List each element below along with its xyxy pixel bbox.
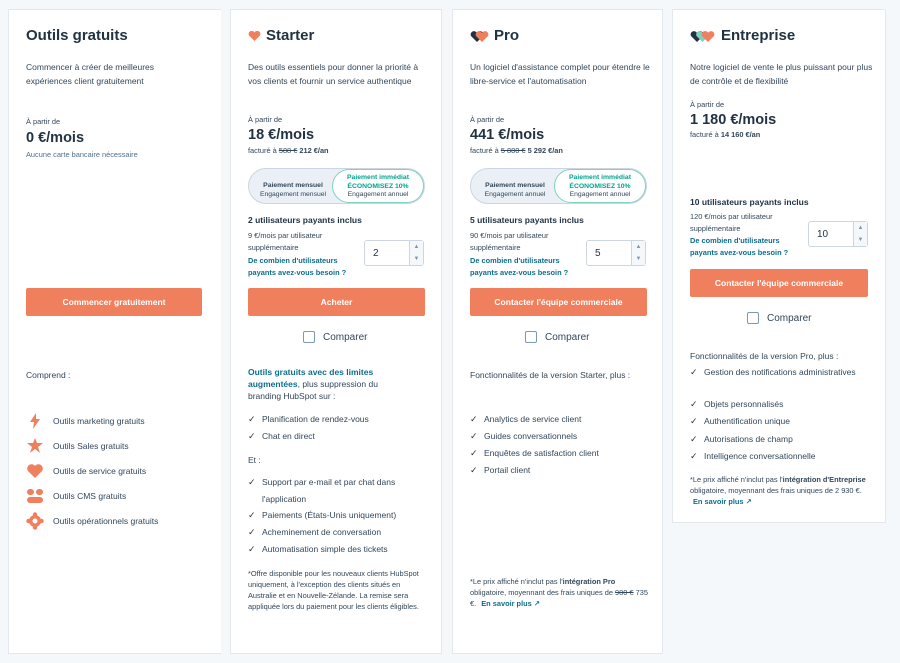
feature-label: Enquêtes de satisfaction client (484, 448, 599, 458)
quantity-stepper[interactable] (808, 221, 868, 247)
features-intro: Fonctionnalités de la version Pro, plus : (690, 351, 839, 361)
cms-hub-icon (26, 487, 44, 505)
check-icon: ✓ (248, 527, 256, 537)
buy-button[interactable]: Acheter (248, 288, 425, 316)
plan-title: Pro (494, 27, 520, 44)
feature-label: Gestion des notifications administratives (704, 367, 856, 377)
stepper-value: 5 (595, 248, 601, 259)
users-included: 5 utilisateurs payants inclus (470, 215, 584, 225)
pro-hearts-icon (470, 30, 490, 43)
plan-card-free (8, 9, 221, 654)
list-item (690, 364, 870, 381)
list-item (690, 448, 816, 465)
extra-user-price: 90 €/mois par utilisateur supplémentaire (470, 231, 549, 252)
users-help-link[interactable]: De combien d'utilisateurs payants avez-vous besoin ? (690, 236, 789, 257)
stepper-arrows[interactable] (631, 241, 645, 265)
billed-prefix: facturé à (248, 146, 277, 155)
list-item (248, 541, 388, 558)
marketing-hub-icon (26, 412, 44, 430)
plan-price: 18 €/mois (248, 127, 315, 143)
check-icon: ✓ (248, 477, 256, 487)
list-item (248, 474, 423, 508)
monthly-sub: Engagement annuel (484, 191, 546, 198)
list-item (470, 445, 599, 462)
plan-card-starter (230, 9, 442, 654)
enterprise-hearts-icon (690, 30, 716, 43)
compare-label: Comparer (767, 312, 812, 324)
billed-annually (690, 130, 760, 139)
plan-title: Starter (266, 27, 315, 44)
list-item (248, 428, 315, 445)
compare-checkbox[interactable] (747, 312, 811, 324)
feature-label: Autorisations de champ (704, 434, 793, 444)
list-item (26, 462, 146, 480)
billed-annually (470, 146, 563, 155)
features-intro-rest: , plus suppression du branding HubSpot sur : (248, 379, 378, 401)
footnote-text: *Le prix affiché n'inclut pas l' (470, 577, 563, 586)
plan-title: Outils gratuits (26, 27, 128, 44)
billed-annually (248, 146, 329, 155)
list-item (26, 487, 126, 505)
upfront-save: ÉCONOMISEZ 10% (569, 182, 631, 190)
billed-new-price: 14 160 €/an (720, 130, 761, 139)
check-icon: ✓ (690, 434, 698, 444)
starter-heart-icon (248, 30, 261, 42)
upfront-sub: Engagement annuel (569, 191, 631, 198)
monthly-option[interactable] (253, 181, 333, 199)
feature-label: Analytics de service client (484, 414, 582, 424)
check-icon: ✓ (470, 448, 478, 458)
price-prefix: À partir de (470, 115, 505, 124)
feature-label: Intelligence conversationnelle (704, 451, 816, 461)
billed-new-price: 212 €/an (299, 146, 329, 155)
feature-label: Automatisation simple des tickets (262, 544, 388, 554)
check-icon: ✓ (690, 399, 698, 409)
feature-label: Authentification unique (704, 416, 791, 426)
upfront-sub: Engagement annuel (347, 191, 409, 198)
chevron-down-icon[interactable]: ▼ (635, 256, 642, 262)
feature-label: Guides conversationnels (484, 431, 578, 441)
list-item (690, 431, 793, 448)
features-intro: Fonctionnalités de la version Starter, plus : (470, 370, 631, 380)
plan-card-enterprise (672, 9, 886, 523)
upfront-option[interactable] (554, 169, 646, 203)
operations-hub-icon (26, 512, 44, 530)
list-item (248, 524, 381, 541)
feature-label: Acheminement de conversation (262, 527, 382, 537)
list-item (470, 428, 577, 445)
monthly-title: Paiement mensuel (263, 182, 323, 189)
sales-hub-icon (26, 437, 44, 455)
no-card-note: Aucune carte bancaire nécessaire (26, 150, 138, 159)
check-icon: ✓ (470, 465, 478, 475)
footnote-new-price: 735 €. (470, 588, 648, 608)
external-link-icon[interactable]: ↗ (531, 599, 541, 608)
upfront-save: ÉCONOMISEZ 10% (347, 182, 409, 190)
feature-label: Paiements (États-Unis uniquement) (262, 510, 397, 520)
footnote: *Offre disponible pour les nouveaux clients HubSpot uniquement, à l'exception des clients situés en Australie et en Nouvelle-Zélande. La remise sera appliquée lors du paiement pour les clients éligibles. (248, 569, 419, 611)
billed-old-price: 5 880 € (500, 146, 526, 155)
list-item (26, 437, 129, 455)
compare-checkbox[interactable] (303, 331, 367, 343)
extra-user-price: 120 €/mois par utilisateur supplémentaire (690, 212, 773, 233)
check-icon: ✓ (470, 431, 478, 441)
footnote-text: *Le prix affiché n'inclut pas l' (690, 475, 783, 484)
tool-label: Outils opérationnels gratuits (53, 516, 159, 526)
billing-toggle[interactable] (470, 168, 647, 204)
compare-checkbox[interactable] (525, 331, 589, 343)
price-prefix: À partir de (690, 100, 725, 109)
chevron-down-icon[interactable]: ▼ (857, 237, 864, 243)
contact-sales-button[interactable]: Contacter l'équipe commerciale (690, 269, 868, 297)
tool-label: Outils Sales gratuits (53, 441, 129, 451)
feature-label: Support par e-mail et par chat dans l'application (262, 477, 396, 504)
footnote-bold: intégration Pro (562, 577, 616, 586)
billed-new-price: 5 292 €/an (527, 146, 563, 155)
list-item (470, 411, 581, 428)
stepper-arrows[interactable] (409, 241, 423, 265)
price-prefix: À partir de (248, 115, 283, 124)
quantity-stepper[interactable] (586, 240, 646, 266)
tool-label: Outils marketing gratuits (53, 416, 145, 426)
plan-price: 1 180 €/mois (690, 112, 777, 128)
feature-label: Objets personnalisés (704, 399, 784, 409)
plan-title: Entreprise (721, 27, 796, 44)
price-prefix: À partir de (26, 117, 61, 126)
users-help-link[interactable]: De combien d'utilisateurs payants avez-vous besoin ? (470, 256, 569, 277)
tool-label: Outils CMS gratuits (53, 491, 127, 501)
users-included: 2 utilisateurs payants inclus (248, 215, 362, 225)
check-icon: ✓ (690, 367, 698, 377)
check-icon: ✓ (248, 414, 256, 424)
check-icon: ✓ (690, 416, 698, 426)
list-item (690, 396, 783, 413)
check-icon: ✓ (248, 431, 256, 441)
quantity-stepper[interactable] (364, 240, 424, 266)
monthly-title: Paiement mensuel (485, 182, 545, 189)
list-item (248, 411, 369, 428)
features-intro-link[interactable]: Outils gratuits avec des limites augmentées (248, 367, 374, 389)
feature-label: Planification de rendez-vous (262, 414, 369, 424)
billed-prefix: facturé à (470, 146, 499, 155)
compare-label: Comparer (323, 331, 368, 343)
plan-price: 441 €/mois (470, 127, 545, 143)
chevron-down-icon[interactable]: ▼ (413, 256, 420, 262)
chevron-up-icon[interactable]: ▲ (635, 244, 642, 250)
footnote-text: obligatoire, moyennant des frais uniques de 2 930 €. (690, 486, 862, 495)
includes-label: Comprend : (26, 370, 71, 380)
plan-description: Des outils essentiels pour donner la priorité à vos clients et fournir un service authentique (248, 62, 419, 86)
billing-toggle[interactable] (248, 168, 425, 204)
plan-description: Commencer à créer de meilleures expériences client gratuitement (26, 62, 155, 86)
list-item (26, 512, 158, 530)
features-intro (248, 366, 398, 402)
checkbox-box[interactable] (747, 312, 759, 324)
feature-label: Chat en direct (262, 431, 315, 441)
checkbox-box[interactable] (303, 331, 315, 343)
billed-prefix: facturé à (690, 130, 719, 139)
check-icon: ✓ (248, 544, 256, 554)
plan-price: 0 €/mois (26, 130, 85, 146)
plan-description: Notre logiciel de vente le plus puissant pour plus de contrôle et de flexibilité (690, 62, 873, 86)
and-label: Et : (248, 455, 261, 465)
monthly-option[interactable] (475, 181, 555, 199)
service-hub-icon (26, 462, 44, 480)
contact-sales-button[interactable]: Contacter l'équipe commerciale (470, 288, 647, 316)
footnote (690, 474, 872, 507)
users-help-link[interactable]: De combien d'utilisateurs payants avez-vous besoin ? (248, 256, 347, 277)
upfront-option[interactable] (332, 169, 424, 203)
users-included: 10 utilisateurs payants inclus (690, 197, 809, 207)
upfront-title: Paiement immédiat (347, 174, 409, 181)
check-icon: ✓ (248, 510, 256, 520)
stepper-arrows[interactable] (853, 222, 867, 246)
stepper-value: 2 (373, 248, 379, 259)
plan-description: Un logiciel d'assistance complet pour étendre le libre-service et l'automatisation (470, 62, 650, 86)
billed-old-price: 588 € (278, 146, 298, 155)
chevron-up-icon[interactable]: ▲ (413, 244, 420, 250)
check-icon: ✓ (690, 451, 698, 461)
list-item (470, 462, 530, 479)
extra-user-price: 9 €/mois par utilisateur supplémentaire (248, 231, 323, 252)
list-item (26, 412, 145, 430)
plan-card-pro (452, 9, 663, 654)
list-item (248, 507, 396, 524)
check-icon: ✓ (470, 414, 478, 424)
upfront-title: Paiement immédiat (569, 174, 631, 181)
compare-label: Comparer (545, 331, 590, 343)
footnote-text: obligatoire, moyennant des frais uniques de (470, 588, 613, 597)
tool-label: Outils de service gratuits (53, 466, 147, 476)
list-item (690, 413, 790, 430)
checkbox-box[interactable] (525, 331, 537, 343)
external-link-icon[interactable]: ↗ (743, 497, 752, 506)
monthly-sub: Engagement mensuel (259, 191, 327, 198)
learn-more-link[interactable]: En savoir plus (481, 599, 532, 608)
chevron-up-icon[interactable]: ▲ (857, 225, 864, 231)
footnote (470, 576, 650, 609)
feature-label: Portail client (484, 465, 531, 475)
learn-more-link[interactable]: En savoir plus (693, 497, 744, 506)
footnote-bold: intégration d'Entreprise (782, 475, 866, 484)
stepper-value: 10 (817, 229, 829, 240)
start-free-button[interactable]: Commencer gratuitement (26, 288, 202, 316)
footnote-old-price: 980 € (615, 588, 634, 597)
